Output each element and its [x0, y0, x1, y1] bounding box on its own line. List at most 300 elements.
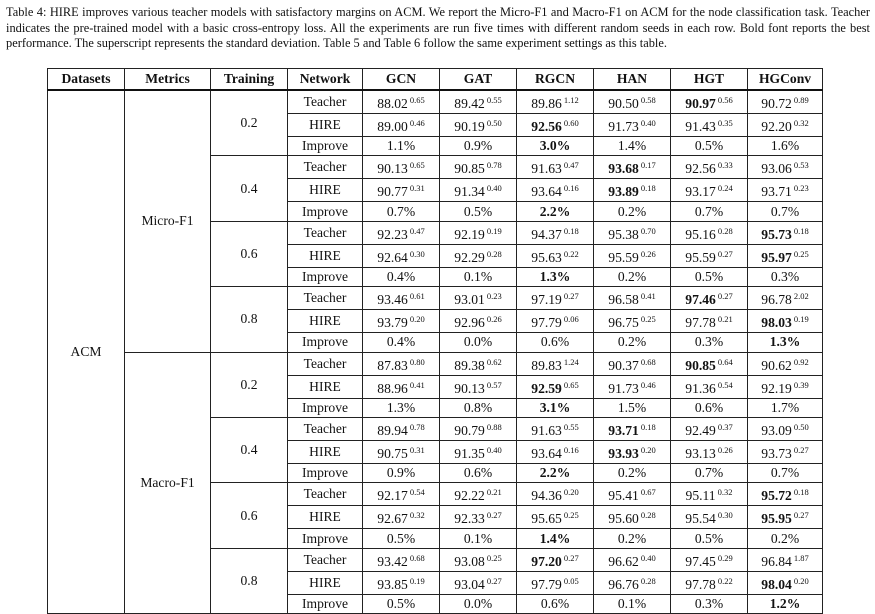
network-cell: HIRE: [288, 310, 363, 333]
score-value: 96.76: [608, 576, 639, 592]
score-value: 90.37: [608, 357, 639, 373]
score-value: 95.97: [761, 249, 792, 265]
score-value: 92.33: [454, 511, 485, 527]
score-value: 97.78: [685, 315, 716, 331]
std-deviation: 0.30: [717, 510, 733, 521]
value-cell: [363, 375, 440, 398]
network-cell: Teacher: [288, 221, 363, 244]
value-cell: [594, 398, 671, 417]
std-deviation: 0.61: [409, 291, 425, 302]
std-deviation: 0.16: [563, 183, 579, 194]
std-deviation: 0.23: [486, 291, 502, 302]
value-cell: [363, 398, 440, 417]
score-value: 91.36: [685, 380, 716, 396]
network-cell: Teacher: [288, 90, 363, 114]
score-value: 95.65: [531, 511, 562, 527]
value-cell: [748, 483, 823, 506]
value-cell: [671, 244, 748, 267]
std-deviation: 0.19: [486, 225, 502, 236]
network-cell: Improve: [288, 267, 363, 286]
std-deviation: 0.60: [563, 118, 579, 128]
score-value: 1.3%: [386, 399, 416, 415]
value-cell: [594, 114, 671, 137]
score-value: 0.2%: [617, 203, 647, 219]
score-value: 0.4%: [386, 268, 416, 284]
std-deviation: 0.50: [793, 421, 809, 432]
score-value: 3.0%: [539, 138, 571, 154]
score-value: 0.1%: [463, 268, 493, 284]
value-cell: [440, 90, 517, 114]
score-value: 91.35: [454, 445, 485, 461]
std-deviation: 0.70: [640, 225, 656, 236]
value-cell: [517, 267, 594, 286]
score-value: 0.2%: [617, 465, 647, 481]
value-cell: [363, 287, 440, 310]
score-value: 0.1%: [617, 595, 647, 611]
score-value: 91.73: [608, 380, 639, 396]
value-cell: [517, 202, 594, 221]
std-deviation: 0.28: [640, 575, 656, 586]
value-cell: [440, 310, 517, 333]
std-deviation: 0.88: [486, 421, 502, 432]
value-cell: [748, 398, 823, 417]
std-deviation: 0.19: [409, 575, 425, 586]
std-deviation: 0.47: [409, 225, 425, 236]
score-value: 93.85: [377, 576, 408, 592]
value-cell: [671, 137, 748, 156]
score-value: 0.9%: [386, 465, 416, 481]
value-cell: [440, 548, 517, 571]
value-cell: [594, 287, 671, 310]
std-deviation: 0.18: [640, 421, 656, 432]
value-cell: [594, 483, 671, 506]
std-deviation: 0.06: [563, 314, 579, 325]
score-value: 97.46: [685, 292, 716, 308]
value-cell: [594, 333, 671, 352]
value-cell: [594, 202, 671, 221]
value-cell: [671, 221, 748, 244]
network-cell: Teacher: [288, 417, 363, 440]
score-value: 90.50: [608, 96, 639, 111]
score-value: 91.43: [685, 119, 716, 134]
score-value: 93.08: [454, 553, 485, 569]
std-deviation: 1.87: [793, 552, 809, 563]
score-value: 92.59: [531, 380, 562, 396]
value-cell: [748, 506, 823, 529]
value-cell: [671, 571, 748, 594]
header-datasets: Datasets: [48, 69, 125, 91]
score-value: 91.63: [531, 422, 562, 438]
std-deviation: 0.25: [486, 552, 502, 563]
score-value: 2.2%: [539, 203, 571, 219]
std-deviation: 0.27: [793, 444, 809, 455]
std-deviation: 1.24: [563, 356, 579, 367]
training-cell: 0.6: [211, 483, 288, 548]
std-deviation: 0.25: [793, 248, 809, 259]
value-cell: [594, 244, 671, 267]
value-cell: [748, 202, 823, 221]
score-value: 92.64: [377, 249, 408, 265]
table-caption: Table 4: HIRE improves various teacher models with satisfactory margins on ACM. We report the Micro-F1 and Macro-F1 on ACM for the node classification task. Teacher indicates the pre-trained model with a basic cross-entropy loss. All the experiments are run five times with different random seeds in each row. Bold font reports the best performance. The superscript represents the standard deviation. Table 5 and Table 6 follow the same experiment settings as this table.: [6, 5, 870, 50]
score-value: 0.7%: [694, 203, 724, 219]
std-deviation: 0.65: [563, 379, 579, 390]
std-deviation: 0.54: [717, 379, 733, 390]
std-deviation: 0.20: [640, 444, 656, 455]
score-value: 95.60: [608, 511, 639, 527]
value-cell: [440, 483, 517, 506]
score-value: 96.62: [608, 553, 639, 569]
score-value: 93.46: [377, 292, 408, 308]
std-deviation: 0.78: [486, 160, 502, 171]
value-cell: [748, 287, 823, 310]
score-value: 87.83: [377, 357, 408, 373]
value-cell: [517, 594, 594, 613]
network-cell: Improve: [288, 137, 363, 156]
network-cell: Improve: [288, 529, 363, 548]
value-cell: [440, 137, 517, 156]
value-cell: [363, 463, 440, 482]
value-cell: [748, 571, 823, 594]
value-cell: [440, 114, 517, 137]
value-cell: [671, 440, 748, 463]
value-cell: [440, 529, 517, 548]
value-cell: [517, 137, 594, 156]
score-value: 98.04: [761, 576, 792, 592]
table-row: [48, 90, 823, 114]
network-cell: Teacher: [288, 287, 363, 310]
value-cell: [594, 571, 671, 594]
value-cell: [748, 221, 823, 244]
value-cell: [363, 179, 440, 202]
std-deviation: 0.27: [793, 510, 809, 521]
dataset-cell: ACM: [48, 90, 125, 614]
value-cell: [671, 463, 748, 482]
score-value: 93.79: [377, 315, 408, 331]
std-deviation: 0.80: [409, 356, 425, 367]
value-cell: [748, 333, 823, 352]
value-cell: [440, 202, 517, 221]
score-value: 97.20: [531, 553, 562, 569]
std-deviation: 0.28: [486, 248, 502, 259]
score-value: 92.56: [685, 161, 716, 177]
std-deviation: 0.20: [409, 314, 425, 325]
value-cell: [440, 417, 517, 440]
value-cell: [671, 310, 748, 333]
value-cell: [594, 417, 671, 440]
header-metrics: Metrics: [125, 69, 211, 91]
value-cell: [748, 137, 823, 156]
score-value: 93.04: [454, 576, 485, 592]
std-deviation: 0.17: [640, 160, 656, 171]
score-value: 89.83: [531, 357, 562, 373]
score-value: 92.19: [454, 226, 485, 242]
score-value: 89.38: [454, 357, 485, 373]
score-value: 90.85: [685, 357, 716, 373]
value-cell: [671, 548, 748, 571]
value-cell: [671, 202, 748, 221]
score-value: 90.62: [761, 357, 792, 373]
network-cell: HIRE: [288, 440, 363, 463]
value-cell: [363, 244, 440, 267]
std-deviation: 0.56: [717, 95, 733, 105]
value-cell: [440, 571, 517, 594]
score-value: 89.94: [377, 422, 408, 438]
value-cell: [517, 310, 594, 333]
score-value: 91.63: [531, 161, 562, 177]
std-deviation: 0.55: [486, 95, 502, 105]
score-value: 97.19: [531, 292, 562, 308]
score-value: 0.6%: [463, 465, 493, 481]
std-deviation: 0.22: [563, 248, 579, 259]
score-value: 0.5%: [463, 203, 493, 219]
std-deviation: 0.40: [640, 118, 656, 128]
std-deviation: 0.55: [563, 421, 579, 432]
value-cell: [748, 463, 823, 482]
value-cell: [748, 375, 823, 398]
network-cell: Teacher: [288, 483, 363, 506]
std-deviation: 0.28: [640, 510, 656, 521]
score-value: 0.7%: [770, 465, 800, 481]
std-deviation: 0.67: [640, 487, 656, 498]
std-deviation: 0.21: [486, 487, 502, 498]
value-cell: [363, 440, 440, 463]
std-deviation: 0.26: [486, 314, 502, 325]
value-cell: [517, 244, 594, 267]
network-cell: Improve: [288, 398, 363, 417]
value-cell: [748, 548, 823, 571]
network-cell: Improve: [288, 594, 363, 613]
training-cell: 0.4: [211, 156, 288, 221]
std-deviation: 2.02: [793, 291, 809, 302]
value-cell: [363, 529, 440, 548]
std-deviation: 0.18: [793, 225, 809, 236]
std-deviation: 0.92: [793, 356, 809, 367]
value-cell: [594, 221, 671, 244]
network-cell: Improve: [288, 202, 363, 221]
header-network: Network: [288, 69, 363, 91]
value-cell: [440, 156, 517, 179]
score-value: 92.22: [454, 488, 485, 504]
std-deviation: 0.58: [640, 95, 656, 105]
network-cell: HIRE: [288, 179, 363, 202]
score-value: 0.5%: [386, 530, 416, 546]
std-deviation: 0.41: [409, 379, 425, 390]
score-value: 92.20: [761, 119, 792, 134]
network-cell: Teacher: [288, 352, 363, 375]
value-cell: [440, 506, 517, 529]
header-hgt: HGT: [671, 69, 748, 91]
value-cell: [671, 287, 748, 310]
value-cell: [440, 440, 517, 463]
score-value: 93.09: [761, 422, 792, 438]
score-value: 0.4%: [386, 334, 416, 350]
value-cell: [363, 571, 440, 594]
network-cell: Improve: [288, 463, 363, 482]
score-value: 97.79: [531, 576, 562, 592]
std-deviation: 0.65: [409, 95, 425, 105]
score-value: 0.0%: [463, 334, 493, 350]
value-cell: [594, 529, 671, 548]
score-value: 95.95: [761, 511, 792, 527]
value-cell: [517, 90, 594, 114]
value-cell: [671, 179, 748, 202]
score-value: 0.2%: [617, 268, 647, 284]
score-value: 94.37: [531, 226, 562, 242]
value-cell: [440, 333, 517, 352]
value-cell: [440, 594, 517, 613]
value-cell: [671, 267, 748, 286]
std-deviation: 0.20: [793, 575, 809, 586]
std-deviation: 0.30: [409, 248, 425, 259]
value-cell: [594, 137, 671, 156]
std-deviation: 0.26: [640, 248, 656, 259]
score-value: 90.19: [454, 119, 485, 134]
value-cell: [363, 506, 440, 529]
std-deviation: 0.27: [563, 552, 579, 563]
std-deviation: 0.62: [486, 356, 502, 367]
score-value: 96.75: [608, 315, 639, 331]
value-cell: [748, 114, 823, 137]
score-value: 93.42: [377, 553, 408, 569]
training-cell: 0.6: [211, 221, 288, 286]
std-deviation: 0.78: [409, 421, 425, 432]
score-value: 90.72: [761, 96, 792, 111]
training-cell: 0.4: [211, 417, 288, 482]
score-value: 0.5%: [694, 138, 724, 154]
value-cell: [363, 417, 440, 440]
score-value: 93.13: [685, 445, 716, 461]
value-cell: [748, 352, 823, 375]
score-value: 95.16: [685, 226, 716, 242]
network-cell: HIRE: [288, 244, 363, 267]
value-cell: [363, 221, 440, 244]
score-value: 90.13: [454, 380, 485, 396]
std-deviation: 0.27: [486, 510, 502, 521]
score-value: 92.19: [761, 380, 792, 396]
score-value: 1.3%: [769, 334, 801, 350]
std-deviation: 0.18: [563, 225, 579, 236]
std-deviation: 0.40: [486, 444, 502, 455]
value-cell: [594, 179, 671, 202]
std-deviation: 0.25: [563, 510, 579, 521]
value-cell: [594, 375, 671, 398]
score-value: 96.84: [761, 553, 792, 569]
value-cell: [748, 267, 823, 286]
std-deviation: 0.68: [640, 356, 656, 367]
score-value: 93.01: [454, 292, 485, 308]
score-value: 97.45: [685, 553, 716, 569]
score-value: 95.38: [608, 226, 639, 242]
value-cell: [594, 267, 671, 286]
value-cell: [671, 352, 748, 375]
score-value: 0.5%: [694, 268, 724, 284]
std-deviation: 0.68: [409, 552, 425, 563]
value-cell: [440, 221, 517, 244]
score-value: 90.79: [454, 422, 485, 438]
score-value: 91.73: [608, 119, 639, 134]
value-cell: [363, 114, 440, 137]
std-deviation: 0.37: [717, 421, 733, 432]
value-cell: [440, 398, 517, 417]
score-value: 92.29: [454, 249, 485, 265]
std-deviation: 0.29: [717, 552, 733, 563]
score-value: 95.41: [608, 488, 639, 504]
value-cell: [517, 352, 594, 375]
std-deviation: 0.40: [486, 183, 502, 194]
value-cell: [363, 594, 440, 613]
value-cell: [594, 310, 671, 333]
network-cell: HIRE: [288, 571, 363, 594]
std-deviation: 0.32: [409, 510, 425, 521]
value-cell: [517, 483, 594, 506]
value-cell: [517, 375, 594, 398]
value-cell: [594, 90, 671, 114]
value-cell: [517, 506, 594, 529]
score-value: 1.1%: [386, 138, 416, 154]
std-deviation: 0.46: [409, 118, 425, 128]
value-cell: [440, 267, 517, 286]
std-deviation: 0.54: [409, 487, 425, 498]
score-value: 0.6%: [540, 334, 570, 350]
score-value: 93.17: [685, 184, 716, 200]
std-deviation: 0.31: [409, 444, 425, 455]
value-cell: [517, 398, 594, 417]
value-cell: [671, 483, 748, 506]
value-cell: [440, 375, 517, 398]
value-cell: [671, 156, 748, 179]
value-cell: [594, 506, 671, 529]
value-cell: [671, 333, 748, 352]
value-cell: [517, 156, 594, 179]
value-cell: [594, 440, 671, 463]
value-cell: [363, 310, 440, 333]
value-cell: [363, 156, 440, 179]
score-value: 92.96: [454, 315, 485, 331]
value-cell: [517, 179, 594, 202]
value-cell: [671, 594, 748, 613]
std-deviation: 0.19: [793, 314, 809, 325]
score-value: 1.6%: [770, 138, 800, 154]
header-row: [48, 69, 823, 91]
value-cell: [748, 156, 823, 179]
std-deviation: 0.47: [563, 160, 579, 171]
score-value: 3.1%: [539, 399, 571, 415]
score-value: 92.67: [377, 511, 408, 527]
score-value: 95.59: [608, 249, 639, 265]
value-cell: [671, 398, 748, 417]
value-cell: [594, 463, 671, 482]
value-cell: [363, 548, 440, 571]
value-cell: [748, 594, 823, 613]
std-deviation: 0.64: [717, 356, 733, 367]
std-deviation: 0.50: [486, 118, 502, 128]
std-deviation: 0.18: [640, 183, 656, 194]
metric-cell: Macro-F1: [125, 352, 211, 614]
std-deviation: 0.46: [640, 379, 656, 390]
score-value: 91.34: [454, 184, 485, 200]
value-cell: [671, 417, 748, 440]
std-deviation: 0.39: [793, 379, 809, 390]
value-cell: [594, 548, 671, 571]
score-value: 0.7%: [694, 465, 724, 481]
score-value: 0.3%: [694, 595, 724, 611]
score-value: 93.93: [608, 445, 639, 461]
std-deviation: 0.20: [563, 487, 579, 498]
value-cell: [748, 440, 823, 463]
table-row: [48, 352, 823, 375]
training-cell: 0.2: [211, 352, 288, 417]
std-deviation: 0.41: [640, 291, 656, 302]
